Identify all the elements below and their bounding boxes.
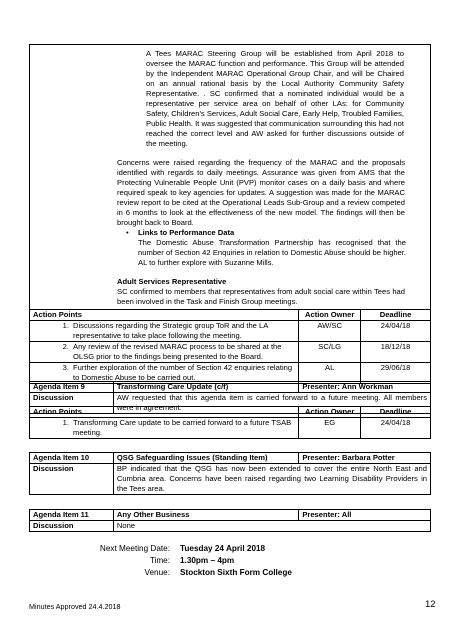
agenda-item-10-table xyxy=(29,452,431,495)
next-meeting-venue: Stockton Sixth Form College xyxy=(180,568,292,577)
action-number: 3. xyxy=(62,363,69,372)
discussion-label: Discussion xyxy=(30,464,114,495)
action-owner: SC/LG xyxy=(299,342,361,363)
agenda-item-presenter: Presenter: All xyxy=(299,510,431,521)
discussion-label: Discussion xyxy=(30,521,114,532)
intro-paragraph: A Tees MARAC Steering Group will be established from April 2018 to oversee the MARAC function and performance. This Group will be attended by the Independent MARAC Operational Group Chair, and will be Chaired on an annual rational basis by the Local Authority Community Safety Representative. . SC confirmed that a nominated individual would be a representative per service area on behalf of other LAs: for Community Safety, Children's Services, Adult Social Care, Early Help, Troubled Families, Public Health. It was suggested that communication surrounding this had not reached the correct level and AW asked for further discussions outside of the meeting. xyxy=(146,49,404,148)
agenda-item-presenter: Presenter: Ann Workman xyxy=(299,382,431,393)
action-text: Any review of the revised MARAC process to be shared at the OLSG prior to the findings being presented to the Board. xyxy=(73,342,282,361)
action-owner-header: Action Owner xyxy=(299,310,361,321)
page-number: 12 xyxy=(425,599,436,610)
action-points-header: Action Points xyxy=(30,310,299,321)
agenda-item-9-actions xyxy=(29,406,431,439)
action-row xyxy=(30,321,431,342)
next-meeting-block xyxy=(95,543,292,579)
links-heading: Links to Performance Data xyxy=(138,228,235,237)
action-owner: AW/SC xyxy=(299,321,361,342)
action-number: 2. xyxy=(62,342,69,351)
action-owner: AL xyxy=(299,363,361,384)
discussion-text: None xyxy=(113,521,430,532)
discussion-text: AW requested that this agenda item is carried forward to a future meeting. All members were in agreement. xyxy=(113,393,430,414)
action-text: Further exploration of the number of Section 42 enquiries relating to Domestic Abuse to be carried out. xyxy=(73,363,293,382)
next-meeting-date-label: Next Meeting Date: xyxy=(99,544,170,553)
agenda-item-title: QSG Safeguarding Issues (Standing Item) xyxy=(113,453,298,464)
action-points-header: Action Points xyxy=(30,407,299,418)
discussion-text: BP indicated that the QSG has now been extended to cover the entire North East and Cumbria area. Concerns have been raised regarding two Learning Disability Providers in the Tees area. xyxy=(113,464,430,495)
next-meeting-time-label: Time: xyxy=(149,556,170,565)
action-owner: EG xyxy=(299,418,361,439)
action-deadline: 24/04/18 xyxy=(361,321,431,342)
agenda-continuation-table xyxy=(29,44,431,384)
agenda-item-title: Transforming Care Update (c/f) xyxy=(113,382,298,393)
adult-paragraph: SC confirmed to members that representatives from adult social care within Tees had been involved in the Task and Finish Group meetings. xyxy=(117,287,405,306)
next-meeting-venue-label: Venue: xyxy=(144,568,170,577)
action-number: 1. xyxy=(62,321,69,330)
action-deadline: 18/12/18 xyxy=(361,342,431,363)
action-header-row xyxy=(30,310,431,321)
agenda-item-11-table xyxy=(29,509,431,532)
concerns-paragraph: Concerns were raised regarding the frequency of the MARAC and the proposals identified with regards to daily meetings. Assurance was given from AMS that the Protecting Vulnerable People Unit (PVP) monitor cases on a daily basis and where required speak to key agencies for updates. A suggestion was made for the MARAC review report to be cited at the Operational Leads Sub-Group and a review competed in 6 months to look at the effectiveness of the new model. The findings will then be brought back to Board. xyxy=(117,158,405,227)
links-paragraph: The Domestic Abuse Transformation Partnership has recognised that the number of Section 42 Enquiries in relation to Domestic Abuse should be higher. AL to further explore with Suzanne Mills. xyxy=(138,238,406,267)
deadline-header: Deadline xyxy=(361,407,431,418)
footer-approval-note: Minutes Approved 24.4.2018 xyxy=(29,602,121,611)
links-bullet xyxy=(126,228,427,268)
agenda-item-presenter: Presenter: Barbara Potter xyxy=(299,453,431,464)
action-owner-header: Action Owner xyxy=(299,407,361,418)
bullet-icon: • xyxy=(126,228,129,237)
deadline-header: Deadline xyxy=(361,310,431,321)
action-row xyxy=(30,418,431,439)
action-deadline: 29/06/18 xyxy=(361,363,431,384)
discussion-label: Discussion xyxy=(30,393,114,414)
adult-heading: Adult Services Representative xyxy=(117,277,227,286)
action-deadline: 24/04/18 xyxy=(361,418,431,439)
action-text: Transforming Care update to be carried forward to a future TSAB meeting. xyxy=(73,418,292,437)
discussion-cell xyxy=(30,45,431,310)
agenda-item-title: Any Other Business xyxy=(113,510,298,521)
action-number: 1. xyxy=(62,418,69,427)
agenda-item-label: Agenda Item 11 xyxy=(30,510,114,521)
next-meeting-time: 1.30pm – 4pm xyxy=(180,556,235,565)
agenda-item-label: Agenda Item 10 xyxy=(30,453,114,464)
action-row xyxy=(30,342,431,363)
agenda-item-label: Agenda Item 9 xyxy=(30,382,114,393)
action-text: Discussions regarding the Strategic group ToR and the LA representative to take place following the meeting. xyxy=(73,321,268,340)
next-meeting-date: Tuesday 24 April 2018 xyxy=(180,544,266,553)
